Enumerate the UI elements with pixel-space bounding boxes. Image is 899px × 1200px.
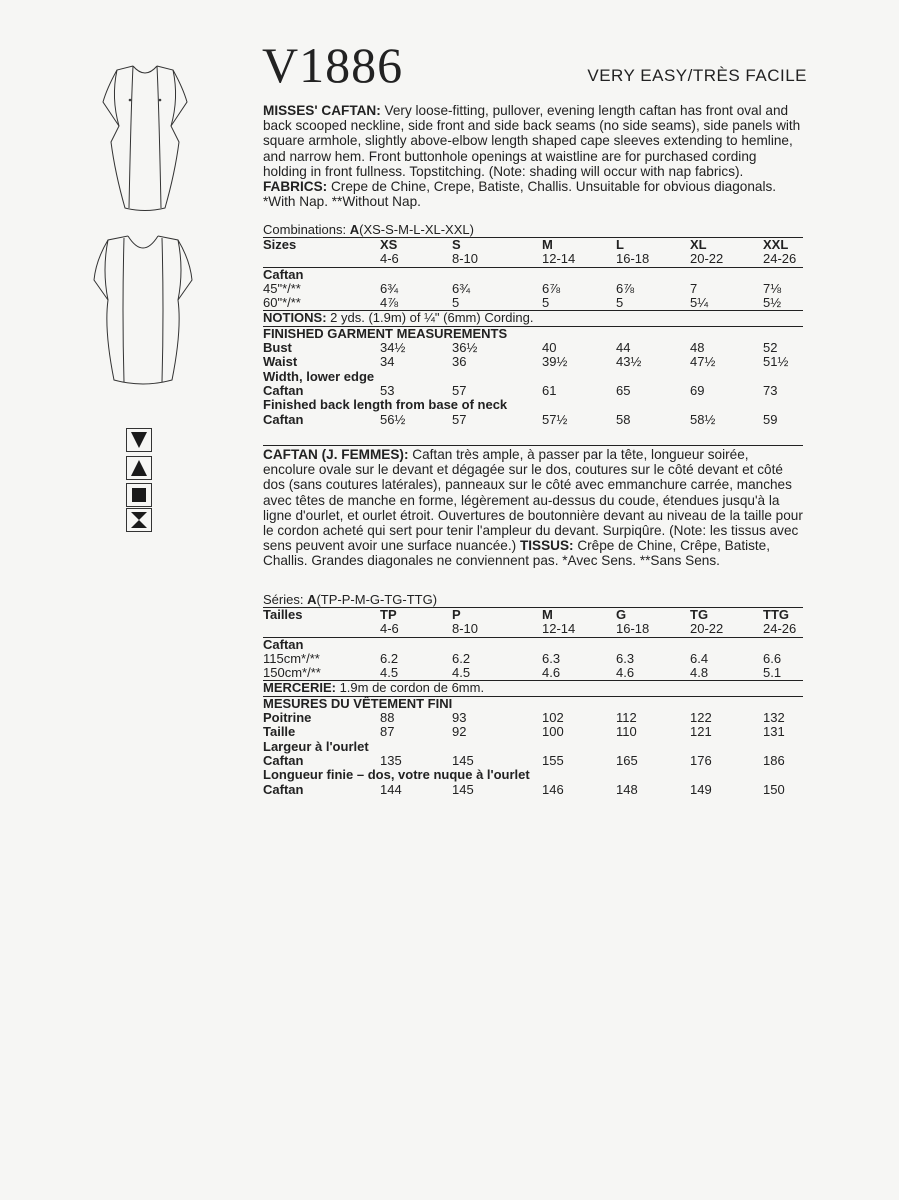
table-row: Caftan — [263, 637, 803, 652]
table-row: Width, lower edge — [263, 368, 375, 384]
table-row: Caftan — [263, 267, 803, 282]
table-row: NOTIONS: 2 yds. (1.9m) of ¼" (6mm) Cording. — [263, 311, 803, 326]
table-row: FINISHED GARMENT MEASUREMENTS — [263, 326, 803, 341]
triangle-down-icon — [126, 428, 152, 452]
table-row: Caftan 144 145 146 148 149 150 — [263, 781, 785, 797]
english-size-table — [263, 237, 803, 427]
table-row: Taille 87 92 100 110 121 131 — [263, 724, 785, 740]
french-fabrics-label: TISSUS: — [519, 538, 574, 554]
table-row: Waist 34 36 39½ 43½ 47½ 51½ — [263, 354, 789, 370]
english-description — [263, 103, 803, 209]
english-fabrics-label: FABRICS: — [263, 179, 328, 195]
table-row: MESURES DU VÊTEMENT FINI — [263, 696, 803, 711]
french-title: CAFTAN (J. FEMMES): — [263, 447, 409, 462]
french-fabrics-text: Crêpe de Chine, Crêpe, Batiste, Challis. Grandes diagonales ne conviennent pas. *Avec Sens. **Sans Sens. — [263, 538, 771, 569]
back-view-sketch — [88, 230, 198, 395]
table-row: 45"*/** 6¾ 6¾ 6⅞ 6⅞ 7 7⅛ — [263, 280, 782, 296]
table-row: MERCERIE: 1.9m de cordon de 6mm. — [263, 681, 803, 696]
table-row: Tailles TP P M G TG TTG — [263, 608, 803, 623]
table-row: Finished back length from base of neck — [263, 397, 508, 413]
french-description-text: Caftan très ample, à passer par la tête, longueur soirée, encolure ovale sur le devant et dégagée sur le dos, coutures sur le côté devant et côté dos (sans coutures latérales), panneaux sur le côté avec emmanchure carrée, manches avec têtes de manche en forme, légèrement au-dessus du coude, étendues jusqu'à la ligne d'ourlet, et ourlet étroit. Ouvertures de boutonnière devant au niveau de la taille pour le cordon acheté qui sert pour tenir l'ampleur du devant. Surpiqûre. (Note: les tissus avec sens peuvent avoir une surface nuancée.) — [263, 447, 803, 554]
difficulty-level: VERY EASY/TRÈS FACILE — [587, 66, 807, 85]
table-row: Bust 34½ 36½ 40 44 48 52 — [263, 340, 778, 356]
hourglass-icon — [126, 508, 152, 532]
square-icon — [126, 483, 152, 507]
front-view-sketch — [95, 58, 195, 218]
english-fabrics-text: Crepe de Chine, Crepe, Batiste, Challis. Unsuitable for obvious diagonals. *With Nap. **Without Nap. — [263, 179, 777, 210]
table-row: 150cm*/** 4.5 4.5 4.6 4.6 4.8 5.1 — [263, 665, 782, 681]
french-description — [263, 445, 803, 569]
triangle-up-icon — [126, 456, 152, 480]
table-row: Caftan 135 145 155 165 176 186 — [263, 752, 785, 768]
pattern-number: V1886 — [262, 37, 404, 93]
english-combinations: Combinations: A(XS-S-M-L-XL-XXL) — [263, 222, 474, 237]
table-row: Caftan 56½ 57 57½ 58 58½ 59 — [263, 411, 778, 427]
table-row: 4-6 8-10 12-14 16-18 20-22 24-26 — [380, 251, 797, 267]
table-row: Poitrine 88 93 102 112 122 132 — [263, 710, 785, 726]
french-size-table — [263, 607, 803, 797]
french-combinations: Séries: A(TP-P-M-G-TG-TTG) — [263, 592, 438, 607]
table-row: Caftan 53 57 61 65 69 73 — [263, 382, 778, 398]
english-description-text: Very loose-fitting, pullover, evening length caftan has front oval and back scooped neckline, side front and side back seams (no side seams), side panels with square armhole, slightly above-elbow length shaped cape sleeves extending to hemline, and narrow hem. Front buttonhole openings at waistline are for purchased cording holding in front fullness. Topstitching. (Note: shading will occur with nap fabrics). — [263, 103, 801, 179]
table-row: Largeur à l'ourlet — [263, 738, 369, 754]
table-row: Longueur finie – dos, votre nuque à l'ourlet — [263, 767, 530, 783]
table-row: 60"*/** 4⅞ 5 5 5 5¼ 5½ — [263, 295, 782, 311]
table-row: 115cm*/** 6.2 6.2 6.3 6.3 6.4 6.6 — [263, 650, 782, 666]
table-row: 4-6 8-10 12-14 16-18 20-22 24-26 — [380, 621, 797, 637]
table-row: Sizes XS S M L XL XXL — [263, 238, 803, 253]
english-title: MISSES' CAFTAN: — [263, 103, 381, 118]
